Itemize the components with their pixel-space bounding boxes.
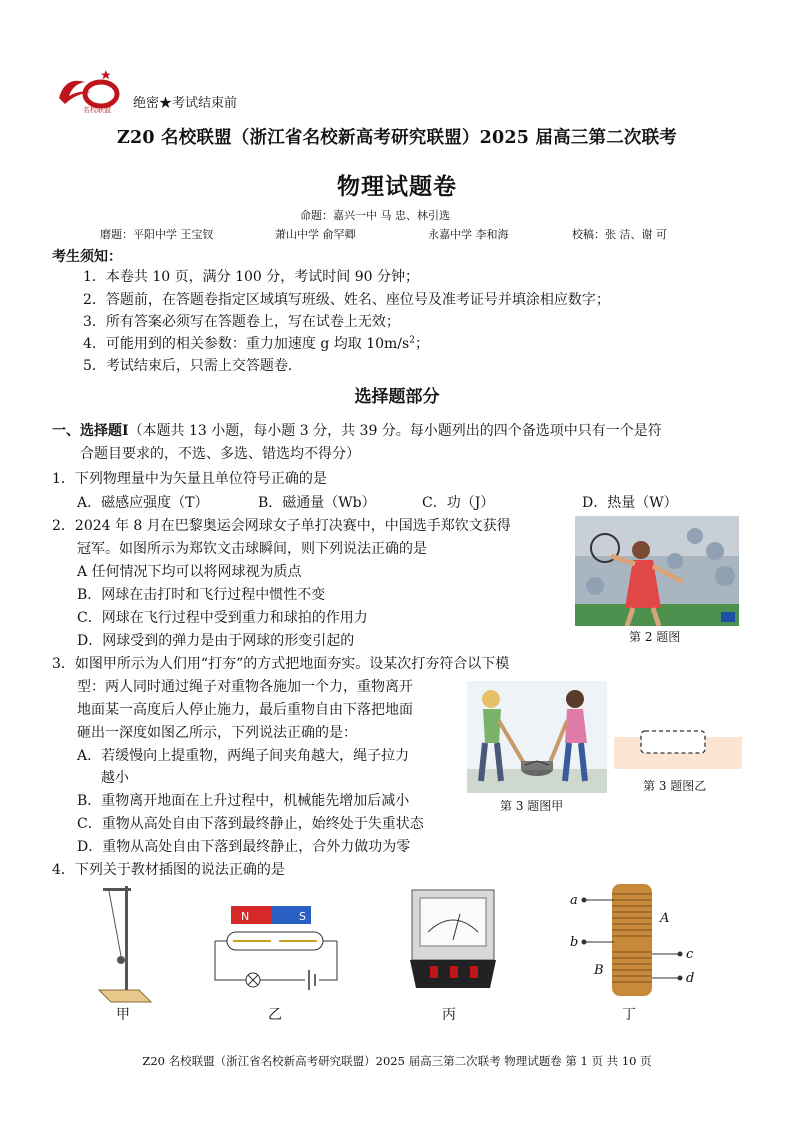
logo <box>55 68 135 116</box>
reviewer-2: 萧山中学 俞罕卿 <box>275 228 356 241</box>
q4-stem: 4．下列关于教材插图的说法正确的是 <box>52 862 285 878</box>
q1-stem: 1．下列物理量中为矢量且单位符号正确的是 <box>52 471 327 487</box>
fig-label-yi: 乙 <box>268 1007 282 1023</box>
q3-stem-3: 地面某一高度后人停止施力，最后重物自由下落把地面 <box>77 702 413 718</box>
q3-option-d: D．重物从高处自由下落到最终静止，合外力做功为零 <box>77 839 411 855</box>
fig-label-ding: 丁 <box>622 1007 636 1023</box>
q1-option-b: B．磁通量（Wb） <box>258 495 376 511</box>
svg-text:S: S <box>299 910 306 923</box>
confidential-label: 绝密★考试结束前 <box>133 96 238 111</box>
q3-stem-2: 型：两人同时通过绳子对重物各施加一个力，重物离开 <box>77 679 413 695</box>
q2-option-b: B．网球在击打时和飞行过程中惯性不变 <box>77 587 326 603</box>
note-item: 4．可能用到的相关参数：重力加速度 g 均取 $10m/s^2$； <box>83 335 429 352</box>
q2-option-c: C．网球在飞行过程中受到重力和球拍的作用力 <box>77 610 368 626</box>
coil-figure <box>564 880 704 1002</box>
q2-option-d: D．网球受到的弹力是由于网球的形变引起的 <box>77 633 355 649</box>
section-title: 选择题部分 <box>354 387 440 407</box>
notes-heading: 考生须知： <box>52 249 122 265</box>
svg-text:c: c <box>686 947 694 962</box>
q3-option-a-cont: 越小 <box>101 770 129 786</box>
q1-option-a: A．磁感应强度（T） <box>77 495 209 511</box>
fig-label-jia: 甲 <box>116 1007 130 1023</box>
q3-caption-b: 第 3 题图乙 <box>643 779 707 793</box>
q3-option-b: B．重物离开地面在上升过程中，机械能先增加后减小 <box>77 793 410 809</box>
page-footer: Z20 名校联盟（浙江省名校新高考研究联盟）2025 届高三第二次联考 物理试题卷 第 1 页 共 10 页 <box>142 1054 652 1068</box>
q2-stem-2: 冠军。如图所示为郑钦文击球瞬间，则下列说法正确的是 <box>77 541 427 557</box>
q3-stem-1: 3．如图甲所示为人们用“打夯”的方式把地面夯实。设某次打夯符合以下模 <box>52 656 510 672</box>
ammeter-figure <box>410 888 496 992</box>
svg-text:a: a <box>570 893 578 908</box>
svg-text:b: b <box>570 935 579 950</box>
ground-pit-figure <box>614 725 742 769</box>
q2-stem-1: 2．2024 年 8 月在巴黎奥运会网球女子单打决赛中，中国选手郑钦文获得 <box>52 518 511 534</box>
svg-text:A: A <box>660 911 670 926</box>
note-item: 1．本卷共 10 页，满分 100 分，考试时间 90 分钟； <box>83 269 419 285</box>
q2-caption: 第 2 题图 <box>629 630 681 644</box>
reviewer-1: 磨题：平阳中学 王宝钗 <box>100 228 214 241</box>
q3-option-c: C．重物从高处自由下落到最终静止，始终处于失重状态 <box>77 816 424 832</box>
pendulum-figure <box>95 880 155 1005</box>
paper-title: 物理试题卷 <box>337 173 457 200</box>
q3-stem-4: 砸出一深度如图乙所示，下列说法正确的是： <box>77 725 357 741</box>
svg-text:N: N <box>241 910 250 923</box>
proofreader: 校稿：张 洁、谢 可 <box>572 228 667 241</box>
svg-text:名校联盟: 名校联盟 <box>83 106 111 114</box>
exam-title: Z20 名校联盟（浙江省名校新高考研究联盟）2025 届高三第二次联考 <box>116 128 678 148</box>
authors: 命题：嘉兴一中 马 忠、林引选 <box>300 209 450 222</box>
reed-switch-circuit <box>205 904 345 1000</box>
reviewer-3: 永嘉中学 李和海 <box>428 228 509 241</box>
q3-option-a: A．若缓慢向上提重物，两绳子间夹角越大，绳子拉力 <box>77 748 410 764</box>
part-heading: 一、选择题Ⅰ（本题共 13 小题，每小题 3 分，共 39 分。每小题列出的四个备选项中只有一个是符 <box>52 423 662 439</box>
note-item: 5．考试结束后，只需上交答题卷. <box>83 358 293 374</box>
svg-text:d: d <box>686 971 695 986</box>
q1-option-d: D．热量（W） <box>582 495 678 511</box>
tamping-figure <box>467 681 607 793</box>
q2-option-a: A 任何情况下均可以将网球视为质点 <box>77 564 302 580</box>
fig-label-bing: 丙 <box>442 1007 456 1023</box>
note-item: 2．答题前，在答题卷指定区域填写班级、姓名、座位号及准考证号并填涂相应数字； <box>83 292 610 308</box>
part-desc: 合题目要求的，不选、多选、错选均不得分） <box>80 446 360 462</box>
tennis-photo <box>575 516 739 626</box>
note-item: 3．所有答案必须写在答题卷上，写在试卷上无效； <box>83 314 400 330</box>
q1-option-c: C．功（J） <box>422 495 495 511</box>
svg-text:B: B <box>594 963 604 978</box>
q3-caption-a: 第 3 题图甲 <box>500 799 564 813</box>
